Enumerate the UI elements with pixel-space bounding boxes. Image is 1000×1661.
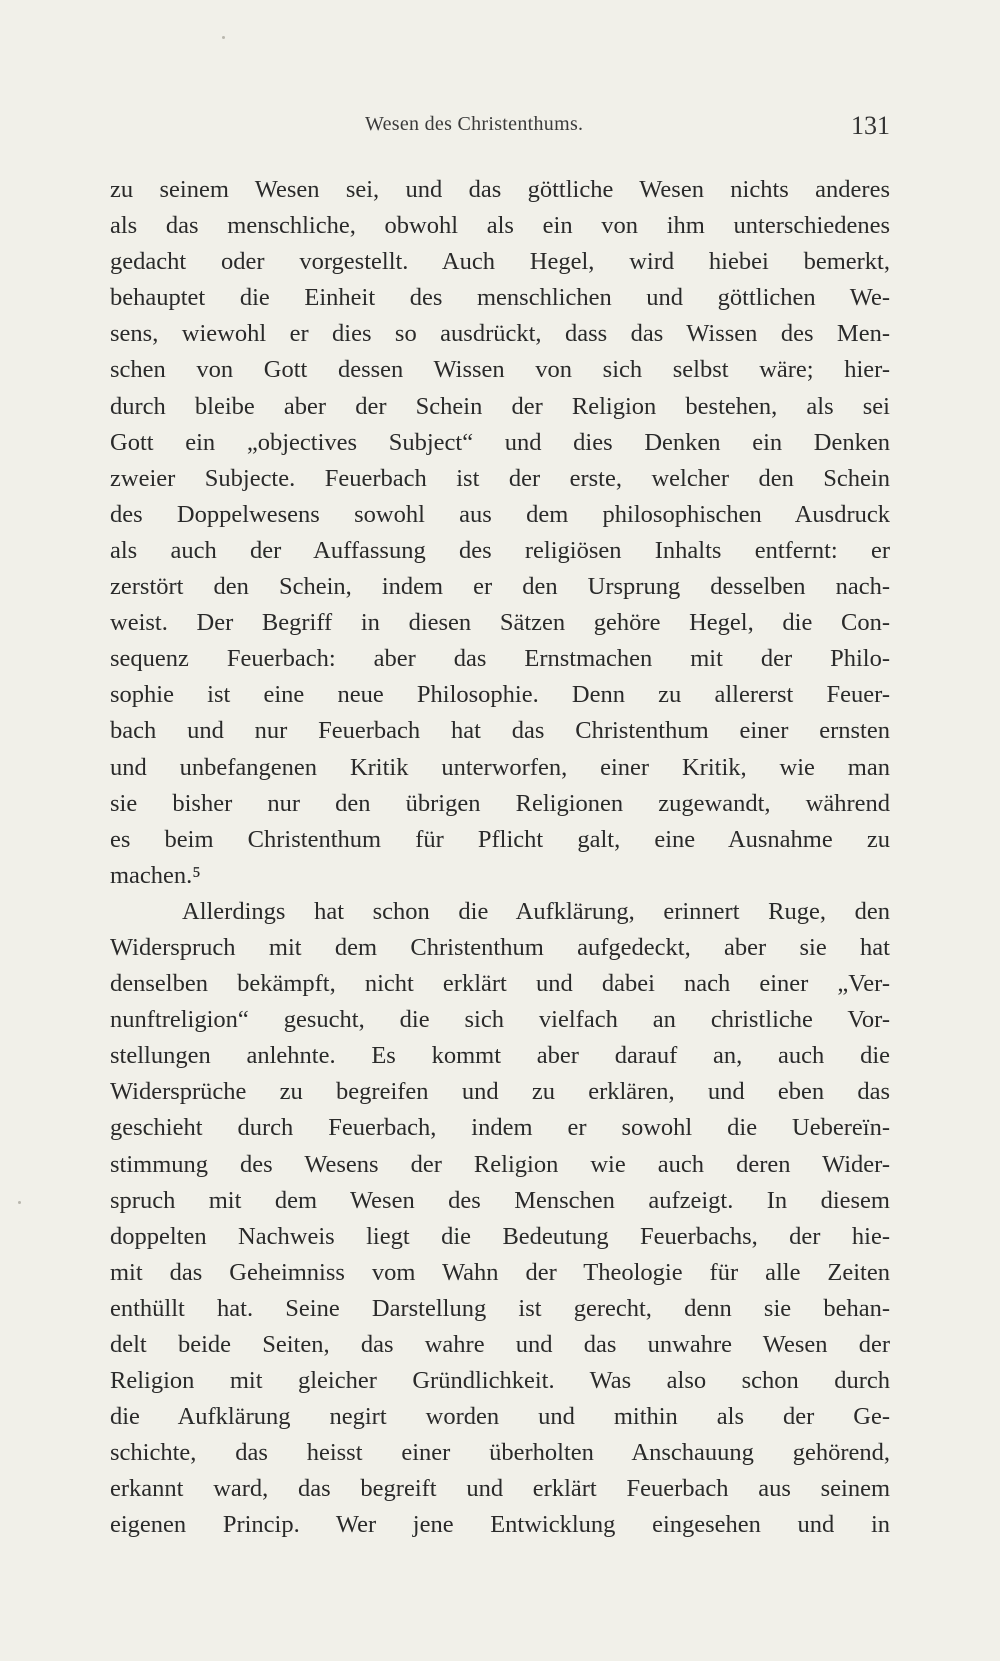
text-line: geschieht durch Feuerbach, indem er sowohl die Uebereïn- — [110, 1114, 890, 1142]
text-line: stellungen anlehnte. Es kommt aber darauf an, auch die — [110, 1042, 890, 1070]
text-line: mit das Geheimniss vom Wahn der Theologie für alle Zeiten — [110, 1258, 890, 1286]
text-line: sie bisher nur den übrigen Religionen zugewandt, während — [110, 789, 890, 817]
text-line: behauptet die Einheit des menschlichen und göttlichen We- — [110, 284, 890, 312]
text-line: gedacht oder vorgestellt. Auch Hegel, wird hiebei bemerkt, — [110, 248, 890, 276]
paper-speck — [222, 36, 225, 39]
page-number: 131 — [851, 111, 890, 140]
text-line: eigenen Princip. Wer jene Entwicklung eingesehen und in — [110, 1511, 890, 1539]
text-line: weist. Der Begriff in diesen Sätzen gehöre Hegel, die Con- — [110, 609, 890, 637]
running-head — [110, 113, 890, 143]
text-line: sophie ist eine neue Philosophie. Denn zu allererst Feuer- — [110, 681, 890, 709]
text-line: sens, wiewohl er dies so ausdrückt, dass das Wissen des Men- — [110, 320, 890, 348]
text-line: Widerspruch mit dem Christenthum aufgedeckt, aber sie hat — [110, 933, 890, 961]
text-line: des Doppelwesens sowohl aus dem philosophischen Ausdruck — [110, 500, 890, 528]
text-line: spruch mit dem Wesen des Menschen aufzeigt. In diesem — [110, 1186, 890, 1214]
text-line: denselben bekämpft, nicht erklärt und dabei nach einer „Ver- — [110, 970, 890, 998]
text-line: erkannt ward, das begreift und erklärt Feuerbach aus seinem — [110, 1475, 890, 1503]
text-line: enthüllt hat. Seine Darstellung ist gerecht, denn sie behan- — [110, 1294, 890, 1322]
paper-speck — [18, 1201, 21, 1204]
text-line: und unbefangenen Kritik unterworfen, einer Kritik, wie man — [110, 753, 890, 781]
text-line: als auch der Auffassung des religiösen Inhalts entfernt: er — [110, 536, 890, 564]
text-line: doppelten Nachweis liegt die Bedeutung Feuerbachs, der hie- — [110, 1222, 890, 1250]
text-line: durch bleibe aber der Schein der Religion bestehen, als sei — [110, 392, 890, 420]
paragraph-end-line: machen.⁵ — [110, 861, 201, 889]
text-line: Widersprüche zu begreifen und zu erklären, und eben das — [110, 1078, 890, 1106]
body-text — [110, 172, 890, 1544]
text-line: stimmung des Wesens der Religion wie auch deren Wider- — [110, 1150, 890, 1178]
text-line: bach und nur Feuerbach hat das Christenthum einer ernsten — [110, 717, 890, 745]
text-line: schichte, das heisst einer überholten Anschauung gehörend, — [110, 1439, 890, 1467]
text-line: die Aufklärung negirt worden und mithin als der Ge- — [110, 1403, 890, 1431]
text-line: sequenz Feuerbach: aber das Ernstmachen mit der Philo- — [110, 645, 890, 673]
text-line: schen von Gott dessen Wissen von sich selbst wäre; hier- — [110, 356, 890, 384]
text-line: delt beide Seiten, das wahre und das unwahre Wesen der — [110, 1331, 890, 1358]
running-title: Wesen des Christenthums. — [365, 113, 584, 135]
text-line: zu seinem Wesen sei, und das göttliche Wesen nichts anderes — [110, 176, 890, 203]
text-line: als das menschliche, obwohl als ein von ihm unterschiedenes — [110, 212, 890, 240]
text-line: nunftreligion“ gesucht, die sich vielfach an christliche Vor- — [110, 1006, 890, 1034]
text-line: Gott ein „objectives Subject“ und dies Denken ein Denken — [110, 428, 890, 456]
text-line: es beim Christenthum für Pflicht galt, eine Ausnahme zu — [110, 825, 890, 853]
paragraph-start-line: Allerdings hat schon die Aufklärung, erinnert Ruge, den — [182, 897, 890, 925]
text-line: Religion mit gleicher Gründlichkeit. Was also schon durch — [110, 1367, 890, 1395]
text-line: zerstört den Schein, indem er den Ursprung desselben nach- — [110, 573, 890, 601]
text-line: zweier Subjecte. Feuerbach ist der erste, welcher den Schein — [110, 464, 890, 492]
